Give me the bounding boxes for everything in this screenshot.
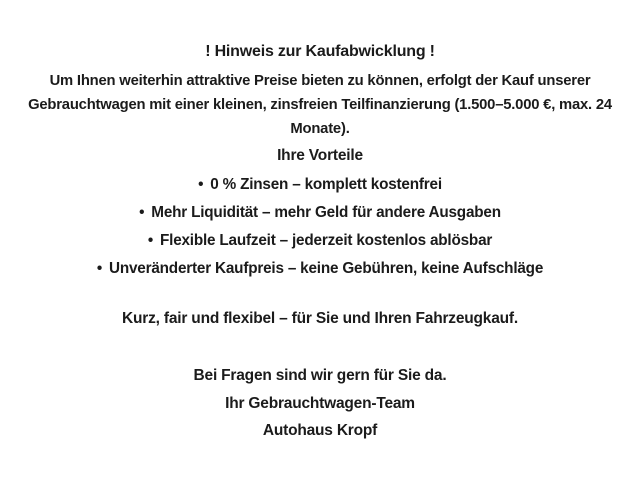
intro-paragraph: Um Ihnen weiterhin attraktive Preise bieten zu können, erfolgt der Kauf unserer Gebrauchtwagen mit einer kleinen, zinsfreien Teilfinanzierung (1.500–5.000 €, max. 24 Monate).: [28, 73, 612, 137]
benefit-text: 0 % Zinsen – komplett kostenfrei: [210, 176, 442, 193]
benefit-text: Unveränderter Kaufpreis – keine Gebühren, keine Aufschläge: [109, 260, 544, 277]
closing-line: Bei Fragen sind wir gern für Sie da.: [193, 367, 447, 384]
signature-team: Ihr Gebrauchtwagen-Team: [225, 395, 415, 412]
benefit-text: Mehr Liquidität – mehr Geld für andere Ausgaben: [151, 204, 501, 221]
bullet-icon: •: [96, 260, 102, 277]
benefit-item-laufzeit: [0, 227, 640, 255]
benefits-list: [0, 171, 640, 283]
bullet-icon: •: [147, 232, 153, 249]
benefit-item-liquiditaet: [0, 199, 640, 227]
bullet-icon: •: [198, 176, 204, 193]
bullet-icon: •: [139, 204, 145, 221]
signature-company: Autohaus Kropf: [262, 422, 378, 439]
benefit-text: Flexible Laufzeit – jederzeit kostenlos ablösbar: [160, 232, 493, 249]
benefits-heading: Ihre Vorteile: [277, 147, 363, 164]
benefit-item-zinsen: [0, 171, 640, 199]
tagline: Kurz, fair und flexibel – für Sie und Ihren Fahrzeugkauf.: [122, 310, 518, 327]
notice-title: ! Hinweis zur Kaufabwicklung !: [205, 43, 435, 60]
benefit-item-kaufpreis: [0, 255, 640, 283]
